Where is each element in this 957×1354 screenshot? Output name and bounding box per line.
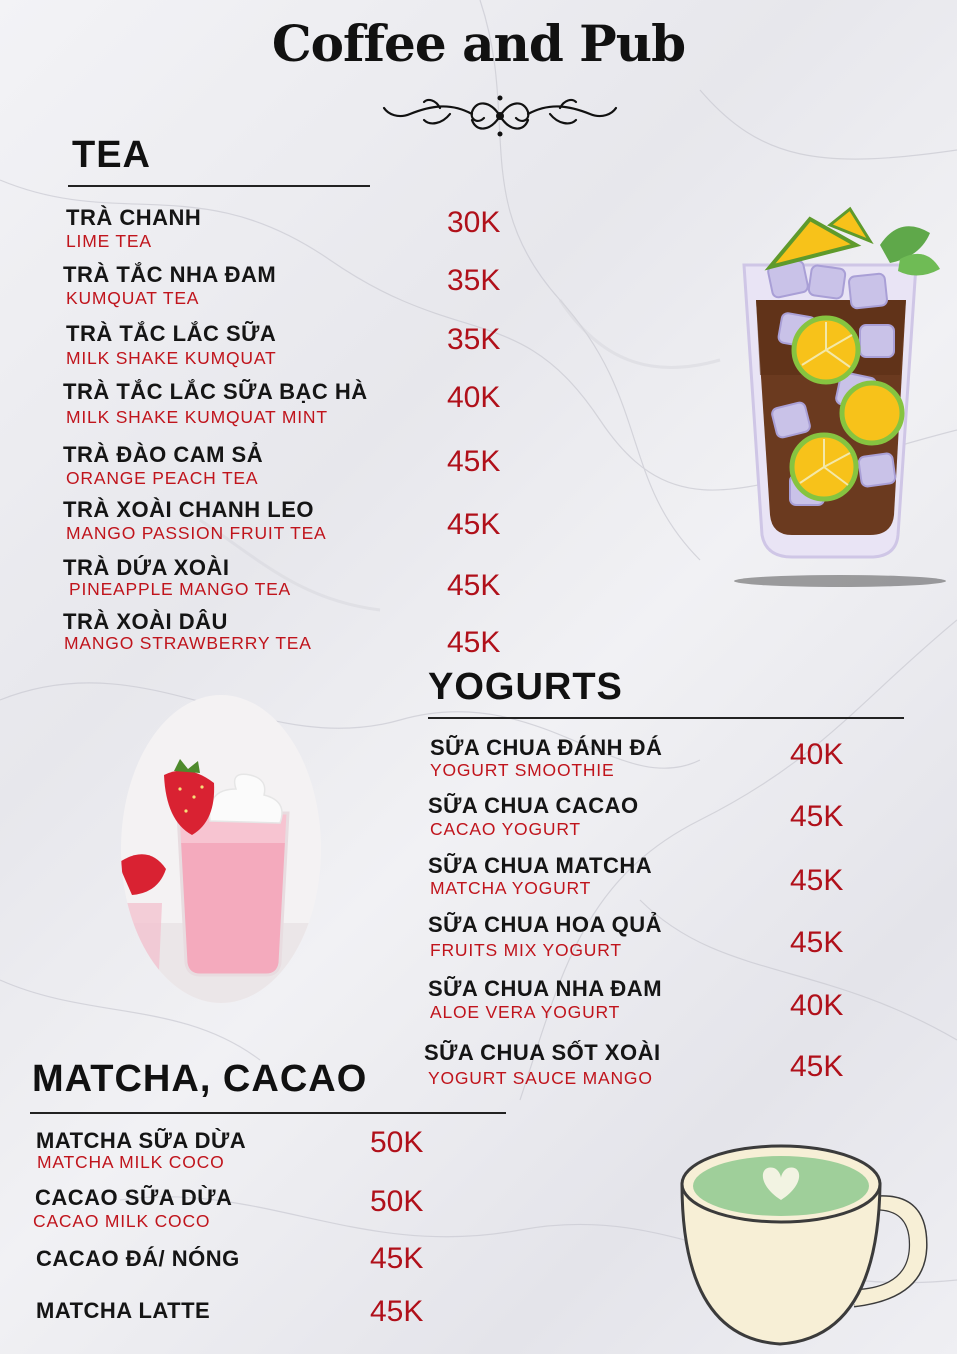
tea-item-name: TRÀ XOÀI CHANH LEO — [63, 497, 314, 522]
tea-item-sub: MANGO STRAWBERRY TEA — [64, 633, 312, 653]
tea-item-name: TRÀ TẮC NHA ĐAM — [63, 262, 277, 287]
tea-item-price: 30K — [447, 206, 501, 239]
tea-item-sub: MANGO PASSION FRUIT TEA — [66, 523, 327, 543]
tea-item-price: 40K — [447, 381, 501, 414]
matcha-latte-cup — [676, 1138, 938, 1352]
ornament-divider-icon — [380, 92, 620, 140]
tea-item-sub: KUMQUAT TEA — [66, 288, 200, 308]
yogurt-item-name: SỮA CHUA HOA QUẢ — [428, 912, 663, 937]
page-title: Coffee and Pub — [271, 14, 686, 73]
tea-item-sub: ORANGE PEACH TEA — [66, 468, 259, 488]
yogurt-item-price: 45K — [790, 926, 844, 959]
yogurt-item-price: 40K — [790, 989, 844, 1022]
matcha-item-name: CACAO ĐÁ/ NÓNG — [36, 1246, 240, 1271]
tea-section-title: TEA — [72, 134, 151, 176]
yogurt-item-sub: FRUITS MIX YOGURT — [430, 940, 622, 960]
matcha-divider — [30, 1112, 506, 1114]
matcha-section-title: MATCHA, CACAO — [32, 1058, 368, 1100]
yogurt-item-sub: YOGURT SAUCE MANGO — [428, 1068, 653, 1088]
yogurt-item-price: 40K — [790, 738, 844, 771]
tea-item-price: 45K — [447, 626, 501, 659]
tea-divider — [68, 185, 370, 187]
tea-item-price: 35K — [447, 264, 501, 297]
strawberry-yogurt-glass — [118, 693, 324, 1005]
yogurt-item-price: 45K — [790, 864, 844, 897]
matcha-item-price: 50K — [370, 1185, 424, 1218]
tea-item-name: TRÀ XOÀI DÂU — [63, 609, 228, 634]
tea-item-sub: MILK SHAKE KUMQUAT — [66, 348, 277, 368]
yogurt-item-sub: CACAO YOGURT — [430, 819, 581, 839]
tea-item-sub: MILK SHAKE KUMQUAT MINT — [66, 407, 328, 427]
matcha-item-price: 50K — [370, 1126, 424, 1159]
tea-item-sub: PINEAPPLE MANGO TEA — [69, 579, 292, 599]
yogurt-item-sub: ALOE VERA YOGURT — [430, 1002, 621, 1022]
yogurt-item-name: SỮA CHUA MATCHA — [428, 853, 653, 878]
tea-item-name: TRÀ ĐÀO CAM SẢ — [63, 442, 264, 467]
tea-item-name: TRÀ TẮC LẮC SỮA — [66, 321, 277, 346]
tea-item-name: TRÀ DỨA XOÀI — [63, 555, 230, 580]
yogurts-section-title: YOGURTS — [428, 666, 623, 708]
yogurts-divider — [428, 717, 904, 719]
tea-item-price: 45K — [447, 569, 501, 602]
yogurt-item-sub: MATCHA YOGURT — [430, 878, 592, 898]
matcha-item-name: CACAO SỮA DỪA — [35, 1185, 233, 1210]
matcha-item-sub: CACAO MILK COCO — [33, 1211, 211, 1231]
tea-item-name: TRÀ TẮC LẮC SỮA BẠC HÀ — [63, 379, 368, 404]
yogurt-item-name: SỮA CHUA SỐT XOÀI — [424, 1040, 661, 1065]
tea-item-price: 45K — [447, 508, 501, 541]
yogurt-item-price: 45K — [790, 800, 844, 833]
yogurt-item-name: SỮA CHUA CACAO — [428, 793, 639, 818]
tea-item-sub: LIME TEA — [66, 231, 152, 251]
matcha-item-price: 45K — [370, 1295, 424, 1328]
tea-item-price: 45K — [447, 445, 501, 478]
yogurt-item-price: 45K — [790, 1050, 844, 1083]
tea-item-price: 35K — [447, 323, 501, 356]
yogurt-item-name: SỮA CHUA NHA ĐAM — [428, 976, 663, 1001]
matcha-item-name: MATCHA LATTE — [36, 1298, 211, 1323]
matcha-item-sub: MATCHA MILK COCO — [37, 1152, 225, 1172]
matcha-item-price: 45K — [370, 1242, 424, 1275]
tea-item-name: TRÀ CHANH — [66, 205, 202, 230]
yogurt-item-name: SỮA CHUA ĐÁNH ĐÁ — [430, 735, 663, 760]
yogurt-item-sub: YOGURT SMOOTHIE — [430, 760, 615, 780]
iced-tea-glass — [730, 205, 950, 595]
matcha-item-name: MATCHA SỮA DỪA — [36, 1128, 247, 1153]
